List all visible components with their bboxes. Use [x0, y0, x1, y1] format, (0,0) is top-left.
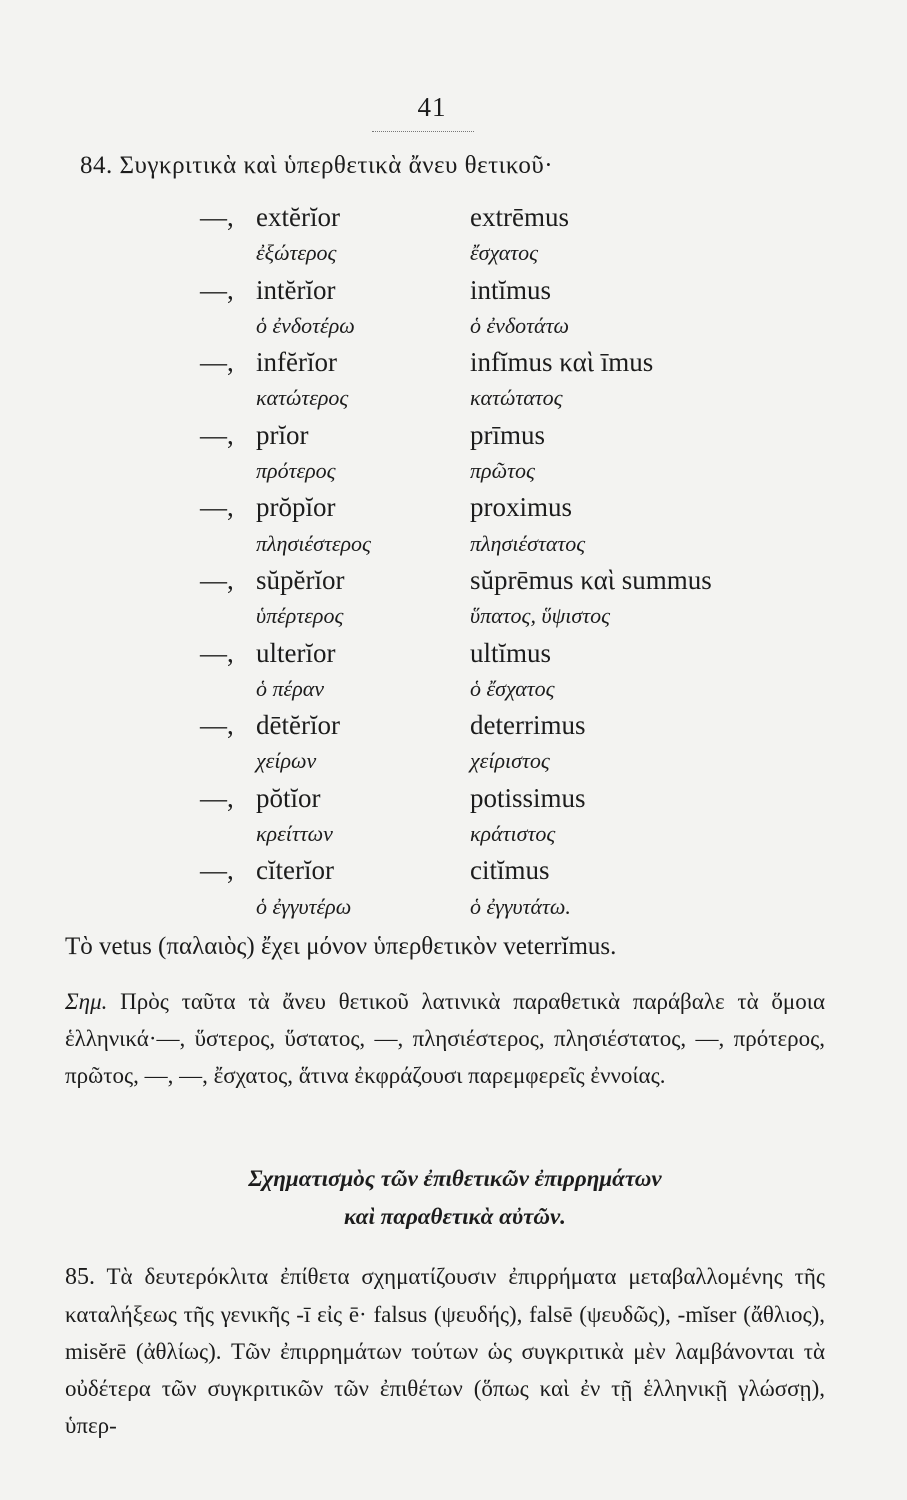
greek-row	[0, 816, 907, 852]
greek-comparative: ὁ ἐγγυτέρω	[256, 893, 352, 919]
dash: —,	[200, 492, 234, 523]
latin-superlative: sŭprēmus καὶ summus	[470, 564, 712, 595]
page-number: 41	[417, 92, 447, 122]
greek-comparative: ὁ ἐνδοτέρω	[256, 312, 355, 338]
greek-row	[0, 743, 907, 779]
latin-comparative	[200, 489, 335, 525]
latin-comparative-word: ulterĭor	[256, 637, 336, 668]
dash: —,	[200, 710, 234, 741]
latin-comparative-word: extĕrĭor	[256, 202, 340, 232]
dash: —,	[200, 202, 234, 232]
latin-superlative: ultĭmus	[470, 637, 552, 668]
latin-row	[0, 635, 907, 671]
latin-comparative-word: prĭor	[256, 419, 309, 450]
greek-row	[0, 598, 907, 634]
latin-row	[0, 489, 907, 525]
greek-comparative: πλησιέστερος	[256, 530, 371, 556]
greek-comparative: κατώτερος	[256, 385, 349, 411]
latin-comparative	[200, 199, 340, 235]
greek-comparative: ἐξώτερος	[256, 240, 337, 266]
latin-row	[0, 707, 907, 743]
dash: —,	[200, 274, 234, 305]
latin-comparative-word: sŭpĕrĭor	[256, 564, 345, 595]
latin-comparative-word: infĕrĭor	[256, 347, 337, 378]
vetus-note: Τὸ vetus (παλαιὸς) ἔχει μόνον ὑπερθετικὸν veterrĭmus.	[65, 933, 617, 960]
latin-superlative: extrēmus	[470, 202, 569, 232]
greek-superlative: ὁ ἔσχατος	[470, 675, 555, 701]
latin-comparative-word: intĕrĭor	[256, 274, 336, 305]
greek-comparative: κρείττων	[256, 821, 333, 847]
latin-superlative: proximus	[470, 492, 573, 523]
latin-row	[0, 562, 907, 598]
latin-superlative: potissimus	[470, 782, 586, 813]
greek-superlative: ὁ ἐνδοτάτω	[470, 312, 569, 338]
latin-row	[0, 852, 907, 888]
latin-row	[0, 417, 907, 453]
latin-row	[0, 780, 907, 816]
greek-superlative: ὕπατος, ὕψιστος	[470, 603, 610, 629]
latin-row	[0, 272, 907, 308]
dash: —,	[200, 782, 234, 813]
latin-comparative	[200, 344, 337, 380]
comparatives-table	[0, 199, 907, 925]
greek-superlative: κράτιστος	[470, 821, 556, 847]
dash: —,	[200, 855, 234, 886]
latin-superlative: infĭmus καὶ īmus	[470, 347, 654, 378]
latin-comparative	[200, 707, 340, 743]
section-title-line-1: Σχηματισμὸς τῶν ἐπιθετικῶν ἐπιρρημάτων	[248, 1166, 662, 1191]
greek-superlative: χείριστος	[470, 748, 550, 774]
greek-comparative: χείρων	[256, 748, 317, 774]
latin-superlative: intĭmus	[470, 274, 552, 305]
greek-row	[0, 526, 907, 562]
greek-row	[0, 453, 907, 489]
dash: —,	[200, 564, 234, 595]
latin-comparative-word: dētĕrĭor	[256, 710, 340, 741]
latin-comparative	[200, 635, 335, 671]
greek-row	[0, 671, 907, 707]
latin-comparative-word: pŏtĭor	[256, 782, 321, 813]
greek-comparative: πρότερος	[256, 458, 336, 484]
latin-superlative: deterrimus	[470, 710, 586, 741]
greek-row	[0, 308, 907, 344]
latin-comparative	[200, 272, 335, 308]
latin-comparative	[200, 417, 308, 453]
greek-superlative: πλησιέστατος	[470, 530, 586, 556]
latin-comparative	[200, 780, 321, 816]
greek-superlative: ὁ ἐγγυτάτω.	[470, 893, 571, 919]
note-label: Σημ.	[65, 989, 108, 1014]
paragraph-85	[65, 1258, 825, 1444]
latin-comparative-word: cĭterĭor	[256, 855, 334, 886]
page-number-rule	[372, 131, 474, 132]
latin-superlative: prīmus	[470, 419, 546, 450]
latin-comparative-word: prŏpĭor	[256, 492, 336, 523]
dash: —,	[200, 637, 234, 668]
dash: —,	[200, 347, 234, 378]
note-text: Πρὸς ταῦτα τὰ ἄνευ θετικοῦ λατινικὰ παραθετικὰ παράβαλε τὰ ὅμοια ἑλληνικά·—, ὕστερος, ὕστατος, —, πλησιέστερος, πλησιέστατος, —, πρότερος, πρῶτος, —, —, ἔσχατος, ἅτινα ἐκφράζουσι παρεμφερεῖς ἐννοίας.	[65, 989, 825, 1088]
greek-row	[0, 380, 907, 416]
latin-superlative: citĭmus	[470, 855, 550, 886]
dash: —,	[200, 419, 234, 450]
paragraph-85-number: 85.	[65, 1264, 95, 1290]
note-paragraph	[65, 983, 825, 1094]
greek-superlative: πρῶτος	[470, 458, 535, 484]
greek-comparative: ὑπέρτερος	[256, 603, 344, 629]
section-title-line-2: καὶ παραθετικὰ αὐτῶν.	[344, 1204, 566, 1229]
greek-row	[0, 235, 907, 271]
paragraph-85-text: Τὰ δευτερόκλιτα ἐπίθετα σχηματίζουσιν ἐπιρρήματα μεταβαλλομένης τῆς καταλήξεως τῆς γενικῆς -ī εἰς ē· falsus (ψευδής), falsē (ψευδῶς), -mĭser (ἄθλιος), misĕrē (ἀθλίως). Τῶν ἐπιρρημάτων τούτων ὡς συγκριτικὰ μὲν λαμβάνονται τὰ οὐδέτερα τῶν συγκριτικῶν τῶν ἐπιθέτων (ὅπως καὶ ἐν τῇ ἑλληνικῇ γλώσσῃ), ὑπερ-	[65, 1264, 825, 1438]
greek-superlative: κατώτατος	[470, 385, 563, 411]
latin-row	[0, 344, 907, 380]
latin-comparative	[200, 852, 334, 888]
latin-comparative	[200, 562, 344, 598]
section-84-heading: 84. Συγκριτικὰ καὶ ὑπερθετικὰ ἄνευ θετικοῦ·	[80, 152, 554, 179]
greek-superlative: ἔσχατος	[470, 240, 539, 266]
greek-comparative: ὁ πέραν	[256, 675, 325, 701]
latin-row	[0, 199, 907, 235]
greek-row	[0, 889, 907, 925]
